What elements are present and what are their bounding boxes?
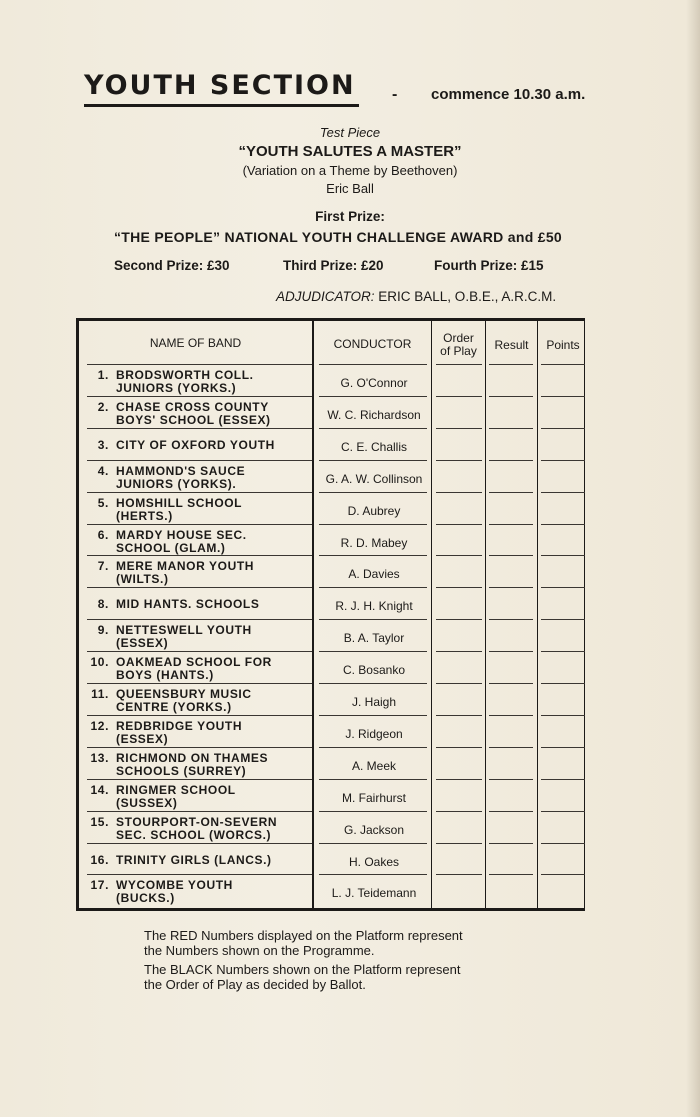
row-rule <box>489 524 533 525</box>
band-number: 5. <box>97 495 109 510</box>
row-rule <box>87 683 312 684</box>
conductor-name: R. J. H. Knight <box>335 599 413 614</box>
row-rule <box>541 619 585 620</box>
row-rule <box>319 779 427 780</box>
conductor-name: R. D. Mabey <box>340 535 408 550</box>
row-rule <box>87 460 312 461</box>
band-name <box>87 720 242 746</box>
row-rule <box>87 364 312 365</box>
table-row <box>79 620 584 652</box>
band-name-line2: (HERTS.) <box>116 508 173 523</box>
row-rule <box>541 811 585 812</box>
row-rule <box>489 747 533 748</box>
band-number: 14. <box>90 782 109 797</box>
fourth-prize: Fourth Prize: £15 <box>434 258 544 273</box>
band-name-line2: (BUCKS.) <box>116 891 175 906</box>
row-rule <box>489 460 533 461</box>
table-row <box>79 748 584 780</box>
band-number: 6. <box>97 527 109 542</box>
start-time: commence 10.30 a.m. <box>431 86 586 103</box>
row-rule <box>319 555 427 556</box>
table-row <box>79 844 584 876</box>
row-rule <box>87 715 312 716</box>
row-rule <box>436 524 482 525</box>
band-name <box>87 816 277 842</box>
platform-notes <box>144 928 463 996</box>
row-rule <box>489 364 533 365</box>
row-rule <box>87 747 312 748</box>
row-rule <box>489 555 533 556</box>
band-name-line1: MARDY HOUSE SEC. <box>116 527 247 542</box>
row-rule <box>319 747 427 748</box>
row-rule <box>87 492 312 493</box>
band-name-line1: TRINITY GIRLS (LANCS.) <box>116 852 272 867</box>
band-number: 11. <box>91 687 109 701</box>
row-rule <box>87 651 312 652</box>
band-name-line2: BOYS (HANTS.) <box>116 668 214 683</box>
band-name <box>87 688 252 714</box>
row-rule <box>541 364 585 365</box>
row-rule <box>489 651 533 652</box>
row-rule <box>319 428 427 429</box>
table-row <box>79 684 584 716</box>
third-prize: Third Prize: £20 <box>283 258 384 273</box>
band-number: 13. <box>90 750 109 765</box>
band-number: 1. <box>97 368 109 382</box>
band-name-line2: SCHOOLS (SURREY) <box>116 763 247 778</box>
band-name-line1: RICHMOND ON THAMES <box>116 750 269 765</box>
first-prize-award: “THE PEOPLE” NATIONAL YOUTH CHALLENGE AWARD and £50 <box>113 229 563 245</box>
row-rule <box>489 779 533 780</box>
band-name-line1: RINGMER SCHOOL <box>116 782 236 797</box>
header-points: Points <box>546 338 580 352</box>
band-name <box>87 369 254 395</box>
band-name-line2: SCHOOL (GLAM.) <box>116 540 226 555</box>
band-name <box>87 784 236 810</box>
row-rule <box>541 460 585 461</box>
row-rule <box>436 843 482 844</box>
row-rule <box>87 843 312 844</box>
band-name <box>87 401 271 427</box>
adjudicator <box>276 289 556 304</box>
row-rule <box>489 811 533 812</box>
band-name <box>87 497 242 523</box>
row-rule <box>436 874 482 875</box>
table-row <box>79 556 584 588</box>
table-row <box>79 652 584 684</box>
row-rule <box>319 587 427 588</box>
row-rule <box>541 747 585 748</box>
band-name-line1: CHASE CROSS COUNTY <box>116 399 269 414</box>
row-rule <box>541 396 585 397</box>
conductor-name: G. O'Connor <box>340 376 408 390</box>
conductor-name: G. Jackson <box>343 822 405 837</box>
band-name-line1: CITY OF OXFORD YOUTH <box>116 437 275 452</box>
row-rule <box>319 843 427 844</box>
row-rule <box>319 460 427 461</box>
band-name <box>87 854 272 867</box>
conductor-name: C. Bosanko <box>342 663 406 678</box>
first-prize-label: First Prize: <box>315 209 385 224</box>
band-name-line1: MERE MANOR YOUTH <box>116 559 255 574</box>
row-rule <box>87 874 312 875</box>
conductor-name: A. Davies <box>348 567 400 582</box>
row-rule <box>436 428 482 429</box>
table-row <box>79 493 584 525</box>
table-row <box>79 461 584 493</box>
band-name <box>87 598 259 611</box>
band-name <box>87 560 254 586</box>
row-rule <box>436 747 482 748</box>
row-rule <box>436 651 482 652</box>
header-result: Result <box>494 338 529 352</box>
band-name <box>87 752 268 778</box>
row-rule <box>436 779 482 780</box>
row-rule <box>319 619 427 620</box>
note-red-numbers: The RED Numbers displayed on the Platform represent the Numbers shown on the Programme. <box>144 928 463 958</box>
band-name-line1: OAKMEAD SCHOOL FOR <box>116 655 272 670</box>
row-rule <box>436 811 482 812</box>
row-rule <box>87 428 312 429</box>
row-rule <box>541 715 585 716</box>
table-row <box>79 588 584 620</box>
band-name-line1: HAMMOND'S SAUCE <box>116 463 246 478</box>
conductor-name: W. C. Richardson <box>327 407 421 422</box>
band-name-line1: HOMSHILL SCHOOL <box>116 495 243 510</box>
band-number: 4. <box>97 463 109 478</box>
results-table <box>76 318 585 911</box>
row-rule <box>87 779 312 780</box>
test-piece-title: “YOUTH SALUTES A MASTER” <box>238 143 462 160</box>
row-rule <box>87 524 312 525</box>
row-rule <box>87 555 312 556</box>
row-rule <box>87 811 312 812</box>
row-rule <box>541 587 585 588</box>
note-black-numbers: The BLACK Numbers shown on the Platform represent the Order of Play as decided by Ballot. <box>144 962 461 992</box>
row-rule <box>541 555 585 556</box>
header-order-of-play: Order of Play <box>440 331 477 358</box>
row-rule <box>489 492 533 493</box>
test-piece-label: Test Piece <box>319 125 381 140</box>
conductor-name: J. Ridgeon <box>345 726 403 741</box>
band-name <box>87 465 245 491</box>
row-rule <box>541 874 585 875</box>
row-rule <box>87 396 312 397</box>
section-title: YOUTH SECTION <box>84 70 356 101</box>
row-rule <box>436 364 482 365</box>
band-number: 12. <box>90 718 109 733</box>
row-rule <box>319 492 427 493</box>
title-underline <box>84 104 359 107</box>
band-name <box>87 439 275 452</box>
band-name-line1: MID HANTS. SCHOOLS <box>116 597 260 612</box>
band-name-line2: (ESSEX) <box>116 731 169 746</box>
band-number: 16. <box>90 852 109 867</box>
conductor-name: J. Haigh <box>351 695 397 709</box>
adjudicator-name: ERIC BALL, O.B.E., A.R.C.M. <box>378 289 557 304</box>
conductor-name: G. A. W. Collinson <box>325 471 423 486</box>
row-rule <box>541 779 585 780</box>
row-rule <box>489 843 533 844</box>
band-name-line2: (WILTS.) <box>116 572 169 587</box>
band-number: 10. <box>90 655 109 670</box>
band-number: 9. <box>97 623 109 638</box>
band-name-line2: CENTRE (YORKS.) <box>116 700 232 714</box>
conductor-name: B. A. Taylor <box>343 631 405 646</box>
test-piece-subtitle: (Variation on a Theme by Beethoven) <box>242 163 458 178</box>
conductor-name: M. Fairhurst <box>341 790 406 805</box>
band-name-line1: BRODSWORTH COLL. <box>116 368 254 382</box>
row-rule <box>541 651 585 652</box>
band-name-line1: STOURPORT-ON-SEVERN <box>116 814 278 829</box>
row-rule <box>436 619 482 620</box>
row-rule <box>319 396 427 397</box>
conductor-name: D. Aubrey <box>347 503 401 518</box>
conductor-name: C. E. Challis <box>340 439 408 454</box>
row-rule <box>319 524 427 525</box>
conductor-name: A. Meek <box>351 758 396 773</box>
row-rule <box>436 587 482 588</box>
band-name-line1: WYCOMBE YOUTH <box>116 878 233 893</box>
band-name-line2: BOYS' SCHOOL (ESSEX) <box>116 412 271 427</box>
band-name-line2: (SUSSEX) <box>116 795 178 810</box>
band-name <box>87 624 252 650</box>
band-name <box>87 879 233 905</box>
table-row <box>79 812 584 844</box>
header-dash: - <box>392 86 398 103</box>
row-rule <box>541 683 585 684</box>
table-row <box>79 716 584 748</box>
row-rule <box>541 492 585 493</box>
band-number: 2. <box>97 399 109 414</box>
row-rule <box>436 683 482 684</box>
row-rule <box>319 811 427 812</box>
row-rule <box>319 364 427 365</box>
row-rule <box>319 651 427 652</box>
band-name <box>87 656 272 682</box>
row-rule <box>541 428 585 429</box>
band-name-line2: SEC. SCHOOL (WORCS.) <box>116 827 272 842</box>
table-row <box>79 525 584 557</box>
band-number: 7. <box>97 559 109 574</box>
test-piece-composer: Eric Ball <box>326 181 374 196</box>
row-rule <box>87 619 312 620</box>
band-name-line2: (ESSEX) <box>116 636 169 651</box>
row-rule <box>436 715 482 716</box>
band-number: 3. <box>97 437 109 452</box>
row-rule <box>87 587 312 588</box>
band-name-line1: QUEENSBURY MUSIC <box>116 687 252 701</box>
table-row <box>79 397 584 429</box>
row-rule <box>489 715 533 716</box>
row-rule <box>436 555 482 556</box>
row-rule <box>436 492 482 493</box>
conductor-name: L. J. Teidemann <box>331 886 417 901</box>
row-rule <box>541 524 585 525</box>
row-rule <box>319 683 427 684</box>
band-number: 17. <box>90 878 109 893</box>
table-row <box>79 429 584 461</box>
header-band-name: NAME OF BAND <box>149 336 242 350</box>
row-rule <box>489 683 533 684</box>
row-rule <box>489 396 533 397</box>
band-name <box>87 529 247 555</box>
band-number: 8. <box>97 597 109 612</box>
row-rule <box>489 619 533 620</box>
band-name-line1: NETTESWELL YOUTH <box>116 623 252 638</box>
adjudicator-label: ADJUDICATOR: <box>276 289 375 304</box>
row-rule <box>436 460 482 461</box>
row-rule <box>436 396 482 397</box>
header-conductor: CONDUCTOR <box>333 337 412 351</box>
second-prize: Second Prize: £30 <box>114 258 230 273</box>
row-rule <box>489 428 533 429</box>
row-rule <box>319 715 427 716</box>
band-number: 15. <box>90 814 109 829</box>
row-rule <box>541 843 585 844</box>
row-rule <box>319 874 427 875</box>
table-row <box>79 780 584 812</box>
band-name-line2: JUNIORS (YORKS). <box>116 476 237 491</box>
conductor-name: H. Oakes <box>348 854 399 869</box>
row-rule <box>489 587 533 588</box>
table-row <box>79 365 584 397</box>
band-name-line1: REDBRIDGE YOUTH <box>116 718 243 733</box>
row-rule <box>489 874 533 875</box>
table-row <box>79 875 584 907</box>
band-name-line2: JUNIORS (YORKS.) <box>116 381 237 395</box>
